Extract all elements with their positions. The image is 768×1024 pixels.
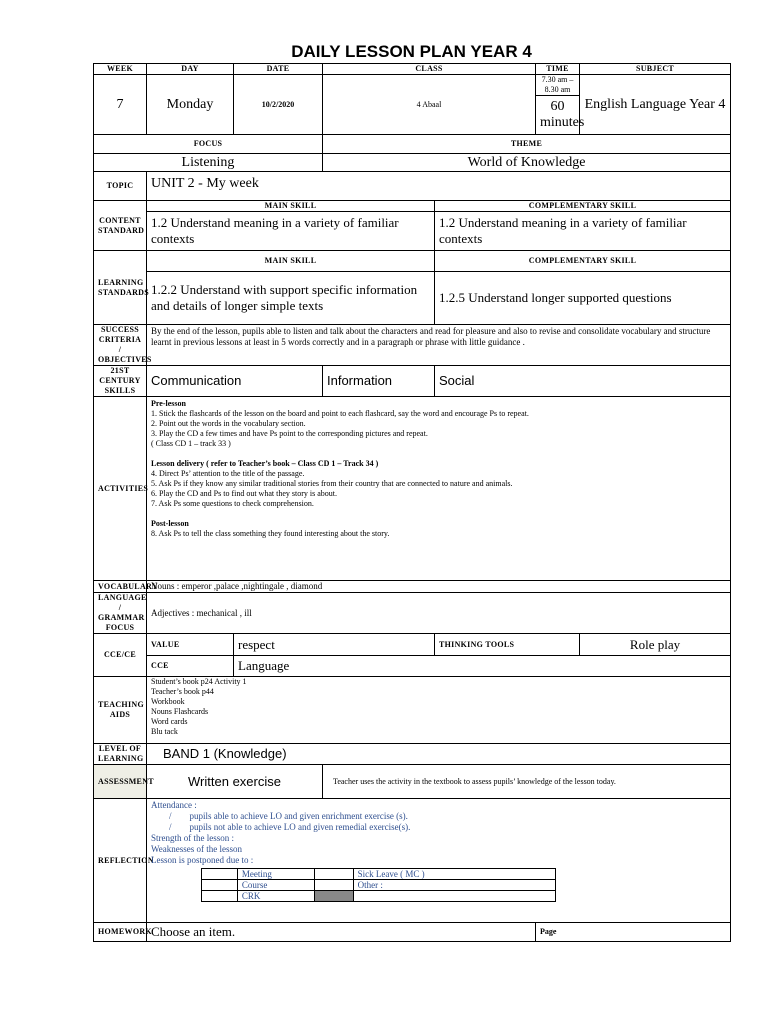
date-header: DATE xyxy=(234,64,323,75)
aid-item: Blu tack xyxy=(151,727,178,736)
content-complementary-skill-header: COMPLEMENTARY SKILL xyxy=(435,201,731,212)
thinking-tools-label: THINKING TOOLS xyxy=(435,634,580,656)
focus-header: FOCUS xyxy=(94,135,323,154)
class-header: CLASS xyxy=(323,64,536,75)
delivery-step-7: 7. Ask Ps some questions to check comprehension. xyxy=(151,499,314,508)
subject-header: SUBJECT xyxy=(580,64,731,75)
aid-item: Nouns Flashcards xyxy=(151,707,209,716)
skill-information: Information xyxy=(323,366,435,397)
thinking-tools-value: Role play xyxy=(580,634,731,656)
weakness-line: Weaknesses of the lesson xyxy=(151,844,243,854)
attendance-line: Attendance : xyxy=(151,800,197,810)
postponed-line: Lesson is postponed due to : xyxy=(151,855,254,865)
learning-complementary-skill: 1.2.5 Understand longer supported questions xyxy=(435,272,731,325)
learning-main-skill: 1.2.2 Understand with support specific information and details of longer simple texts xyxy=(147,272,435,325)
century-skills-label: 21ST CENTURY SKILLS xyxy=(94,366,147,397)
skill-social: Social xyxy=(435,366,731,397)
homework-label: HOMEWORK xyxy=(94,923,147,942)
reason-course: Course xyxy=(237,880,314,891)
pre-step-1: 1. Stick the flashcards of the lesson on the board and point to each flashcard, say the word and encourage Ps to repeat. xyxy=(151,409,529,418)
content-main-skill: 1.2 Understand meaning in a variety of familiar contexts xyxy=(147,212,435,251)
grammar-text: Adjectives : mechanical , ill xyxy=(147,593,731,634)
assessment-label: ASSESSMENT xyxy=(94,765,147,799)
pre-step-2: 2. Point out the words in the vocabulary section. xyxy=(151,419,306,428)
week-header: WEEK xyxy=(94,64,147,75)
homework-dropdown[interactable]: Choose an item. xyxy=(147,923,536,942)
reflection-label: REFLECTION xyxy=(94,799,147,923)
teaching-aids-label: TEACHING AIDS xyxy=(94,677,147,744)
learning-complementary-skill-header: COMPLEMENTARY SKILL xyxy=(435,251,731,272)
page-title: DAILY LESSON PLAN YEAR 4 xyxy=(291,42,532,61)
content-standard-label: CONTENT STANDARD xyxy=(94,201,147,251)
aid-item: Workbook xyxy=(151,697,185,706)
subject-value: English Language Year 4 xyxy=(580,75,731,135)
pre-step-note: ( Class CD 1 – track 33 ) xyxy=(151,439,231,448)
date-value: 10/2/2020 xyxy=(234,75,323,135)
lesson-plan-table xyxy=(93,63,731,942)
learning-standards-label: LEARNING STANDARDS xyxy=(94,251,147,325)
theme-value: World of Knowledge xyxy=(323,154,731,172)
grammar-label: LANGUAGE / GRAMMAR FOCUS xyxy=(94,593,147,634)
aid-item: Student’s book p24 Activity 1 xyxy=(151,677,247,686)
day-value: Monday xyxy=(147,75,234,135)
reason-checkbox-shaded xyxy=(314,891,353,902)
pre-step-3: 3. Play the CD a few times and have Ps point to the corresponding pictures and repeat. xyxy=(151,429,428,438)
enrichment-line: / pupils able to achieve LO and given enrichment exercise (s). xyxy=(169,811,408,821)
time-header: TIME xyxy=(536,64,580,75)
reason-checkbox[interactable] xyxy=(314,869,353,880)
reason-meeting: Meeting xyxy=(237,869,314,880)
remedial-line: / pupils not able to achieve LO and given remedial exercise(s). xyxy=(169,822,411,832)
cce-value: Language xyxy=(234,656,731,677)
value-label: VALUE xyxy=(147,634,234,656)
week-value: 7 xyxy=(94,75,147,135)
assessment-text: Teacher uses the activity in the textbook to assess pupils’ knowledge of the lesson today. xyxy=(323,765,731,799)
content-complementary-skill: 1.2 Understand meaning in a variety of familiar contexts xyxy=(435,212,731,251)
post-lesson-title: Post-lesson xyxy=(151,519,189,528)
cce-sub-label: CCE xyxy=(147,656,234,677)
strength-line: Strength of the lesson : xyxy=(151,833,234,843)
pre-lesson-title: Pre-lesson xyxy=(151,399,186,408)
activities-content xyxy=(147,397,731,581)
reason-sick-leave: Sick Leave ( MC ) xyxy=(353,869,555,880)
skill-communication: Communication xyxy=(147,366,323,397)
success-criteria-label: SUCCESS CRITERIA / OBJECTIVES xyxy=(94,325,147,366)
topic-value: UNIT 2 - My week xyxy=(147,172,731,201)
homework-page: Page xyxy=(536,923,731,942)
theme-header: THEME xyxy=(323,135,731,154)
reflection-content xyxy=(147,799,731,923)
learning-main-skill-header: MAIN SKILL xyxy=(147,251,435,272)
level-value: BAND 1 (Knowledge) xyxy=(147,744,731,765)
day-header: DAY xyxy=(147,64,234,75)
teaching-aids-list xyxy=(147,677,731,744)
level-label: LEVEL OF LEARNING xyxy=(94,744,147,765)
reason-checkbox[interactable] xyxy=(202,880,238,891)
reason-checkbox[interactable] xyxy=(314,880,353,891)
success-criteria-text: By the end of the lesson, pupils able to listen and talk about the characters and read for pleasure and also to revise and consolidate vocabulary and structure learnt in previous lessons at least in 5 words correctly and in a paragraph or phrase with little guidance . xyxy=(147,325,731,366)
topic-label: TOPIC xyxy=(94,172,147,201)
duration-value: 60 minutes xyxy=(536,96,580,135)
content-main-skill-header: MAIN SKILL xyxy=(147,201,435,212)
delivery-step-4: 4. Direct Ps’ attention to the title of the passage. xyxy=(151,469,305,478)
value-text: respect xyxy=(234,634,435,656)
aid-item: Teacher’s book p44 xyxy=(151,687,214,696)
delivery-step-5: 5. Ask Ps if they know any similar traditional stories from their country that are connected to nature and animals. xyxy=(151,479,513,488)
reason-checkbox[interactable] xyxy=(202,891,238,902)
reason-blank xyxy=(353,891,555,902)
delivery-title: Lesson delivery ( refer to Teacher’s book – Class CD 1 – Track 34 ) xyxy=(151,459,379,468)
assessment-method: Written exercise xyxy=(147,765,323,799)
post-step-8: 8. Ask Ps to tell the class something they found interesting about the story. xyxy=(151,529,390,538)
vocabulary-text: Nouns : emperor ,palace ,nightingale , diamond xyxy=(147,581,731,593)
cce-ce-label: CCE/CE xyxy=(94,634,147,677)
time-range: 7.30 am – 8.30 am xyxy=(536,75,580,96)
reason-crk: CRK xyxy=(237,891,314,902)
aid-item: Word cards xyxy=(151,717,188,726)
delivery-step-6: 6. Play the CD and Ps to find out what they story is about. xyxy=(151,489,337,498)
postpone-reasons-table xyxy=(201,868,556,902)
vocabulary-label: VOCABULARY xyxy=(94,581,147,593)
reason-checkbox[interactable] xyxy=(202,869,238,880)
reason-other: Other : xyxy=(353,880,555,891)
focus-value: Listening xyxy=(94,154,323,172)
activities-label: ACTIVITIES xyxy=(94,397,147,581)
class-value: 4 Abaal xyxy=(323,75,536,135)
